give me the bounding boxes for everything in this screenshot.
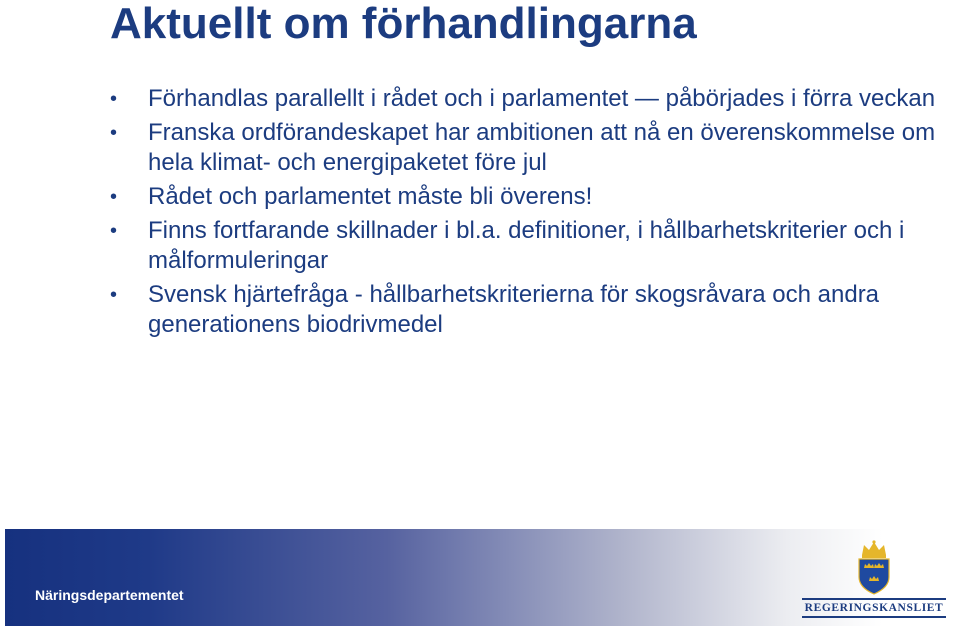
bullet-dot-icon: • [110, 220, 118, 242]
regeringskansliet-logo [800, 539, 950, 619]
three-crowns-emblem-icon [850, 539, 898, 595]
bullet-item [110, 216, 940, 276]
bullet-dot-icon: • [110, 88, 118, 110]
department-label: Näringsdepartementet [35, 587, 184, 603]
bullet-item [110, 84, 940, 114]
bullet-text: Rådet och parlamentet måste bli överens! [148, 183, 593, 210]
logo-divider-bottom [802, 616, 946, 618]
bullet-list [110, 84, 940, 344]
bullet-text: Finns fortfarande skillnader i bl.a. definitioner, i hållbarhetskriterier och i målformuleringar [148, 217, 905, 274]
bullet-item [110, 182, 940, 212]
slide-title: Aktuellt om förhandlingarna [110, 0, 697, 48]
bullet-text: Franska ordförandeskapet har ambitionen att nå en överenskommelse om hela klimat- och energipaketet före jul [148, 119, 936, 176]
bullet-dot-icon: • [110, 122, 118, 144]
logo-wordmark: REGERINGSKANSLIET [804, 602, 944, 614]
bullet-item [110, 280, 940, 340]
bullet-dot-icon: • [110, 186, 118, 208]
bullet-text: Svensk hjärtefråga - hållbarhetskriterierna för skogsråvara och andra generationens biodrivmedel [148, 281, 880, 338]
footer-bar [5, 529, 959, 626]
bullet-item [110, 118, 940, 178]
bullet-text: Förhandlas parallellt i rådet och i parlamentet — påbörjades i förra veckan [148, 85, 936, 112]
bullet-dot-icon: • [110, 284, 118, 306]
